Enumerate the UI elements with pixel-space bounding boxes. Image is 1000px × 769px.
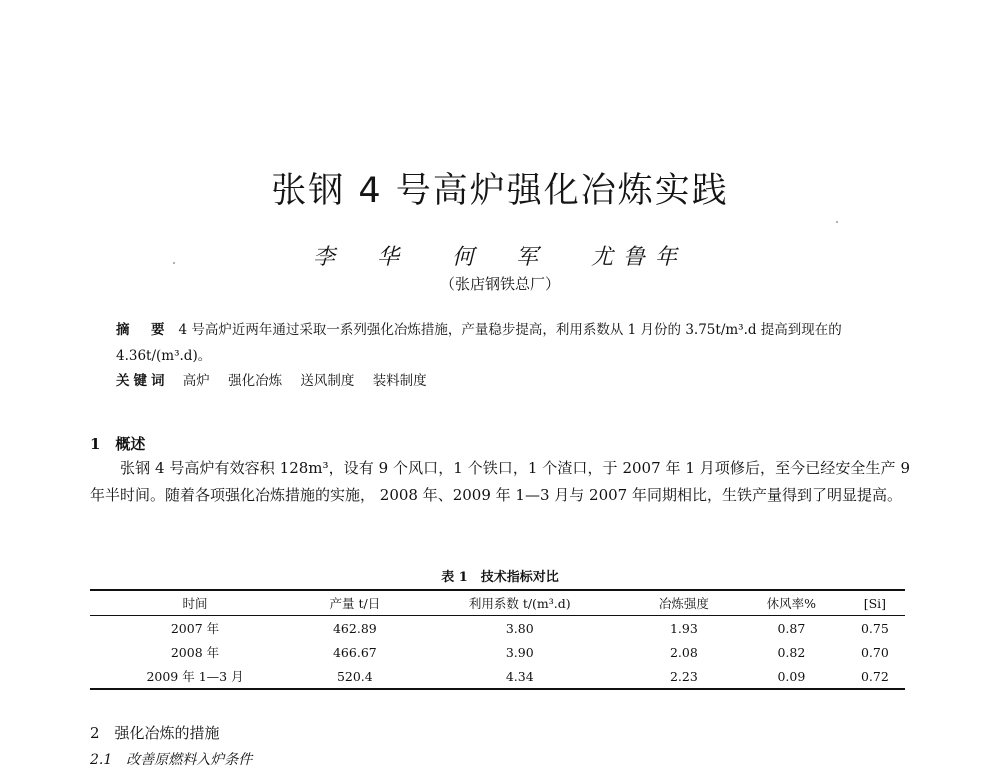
table-cell: 3.80: [505, 620, 534, 636]
table-cell: 2.08: [669, 644, 698, 660]
table-cell: 462.89: [332, 620, 377, 636]
abstract: [116, 317, 896, 369]
keyword: 高炉: [182, 373, 210, 389]
table-cell: 0.75: [860, 620, 889, 636]
data-table: [90, 589, 905, 690]
table-header-cell: [Si]: [863, 595, 887, 611]
table-cell: 3.90: [505, 644, 534, 660]
table-header-cell: 产量 t/日: [329, 596, 381, 611]
table-cell: 4.34: [505, 668, 534, 684]
table-cell: 520.4: [336, 668, 373, 684]
table-row: [90, 664, 905, 689]
table-caption: 表 1 技术指标对比: [441, 570, 559, 585]
table-cell: 0.72: [860, 668, 889, 684]
table-cell: 0.82: [777, 644, 806, 660]
table-cell: 0.87: [777, 620, 806, 636]
keyword: 送风制度: [300, 373, 355, 389]
section-body: 张钢 4 号高炉有效容积 128m³，设有 9 个风口，1 个铁口，1 个渣口，于 2007 年 1 月项修后，至今已经安全生产 9 年半时间。随着各项强化冶炼措施的实施， 2008 年、2009 年 1—3 月与 2007 年同期相比，生铁产量得到了明显提高。: [90, 459, 910, 504]
scan-speck: [836, 221, 838, 223]
keyword: 装料制度: [372, 373, 427, 389]
table-cell: 2007 年: [170, 621, 220, 636]
table-header-row: [90, 590, 905, 616]
keywords-label: 关键词: [116, 373, 169, 389]
table-cell: 1.93: [669, 620, 698, 636]
table-cell: 0.09: [777, 668, 806, 684]
table-cell: 2009 年 1—3 月: [146, 669, 244, 684]
abstract-text: 4 号高炉近两年通过采取一系列强化冶炼措施，产量稳步提高，利用系数从 1 月份的 3.75t/m³.d 提高到现在的 4.36t/(m³.d)。: [116, 322, 842, 364]
table-row: [90, 640, 905, 664]
author-name: 何 军: [451, 245, 548, 270]
scan-speck: [173, 262, 175, 264]
table-row: [90, 616, 905, 641]
table: [90, 589, 905, 690]
table-header-cell: 冶炼强度: [658, 596, 709, 611]
author-name: 李 华: [312, 245, 409, 270]
table-header-cell: 时间: [182, 596, 208, 611]
abstract-label: 摘 要: [116, 322, 169, 338]
keyword: 强化冶炼: [228, 373, 283, 389]
table-header-cell: 利用系数 t/(m³.d): [468, 596, 571, 611]
subsection-heading: 2.1 改善原燃料入炉条件: [90, 752, 253, 768]
table-header-cell: 休风率%: [766, 596, 817, 611]
keywords: [116, 369, 896, 389]
table-cell: 2008 年: [170, 645, 220, 660]
author-name: 尤鲁年: [591, 245, 688, 270]
table-cell: 0.70: [860, 644, 889, 660]
section-heading: 1 概述: [90, 435, 146, 453]
section-heading: 2 强化冶炼的措施: [90, 724, 220, 742]
table-cell: 2.23: [669, 668, 698, 684]
table-cell: 466.67: [332, 644, 377, 660]
affiliation: （张店钢铁总厂）: [439, 275, 560, 293]
author-list: [0, 240, 1000, 271]
paper-title: 张钢 4 号高炉强化冶炼实践: [271, 171, 729, 211]
